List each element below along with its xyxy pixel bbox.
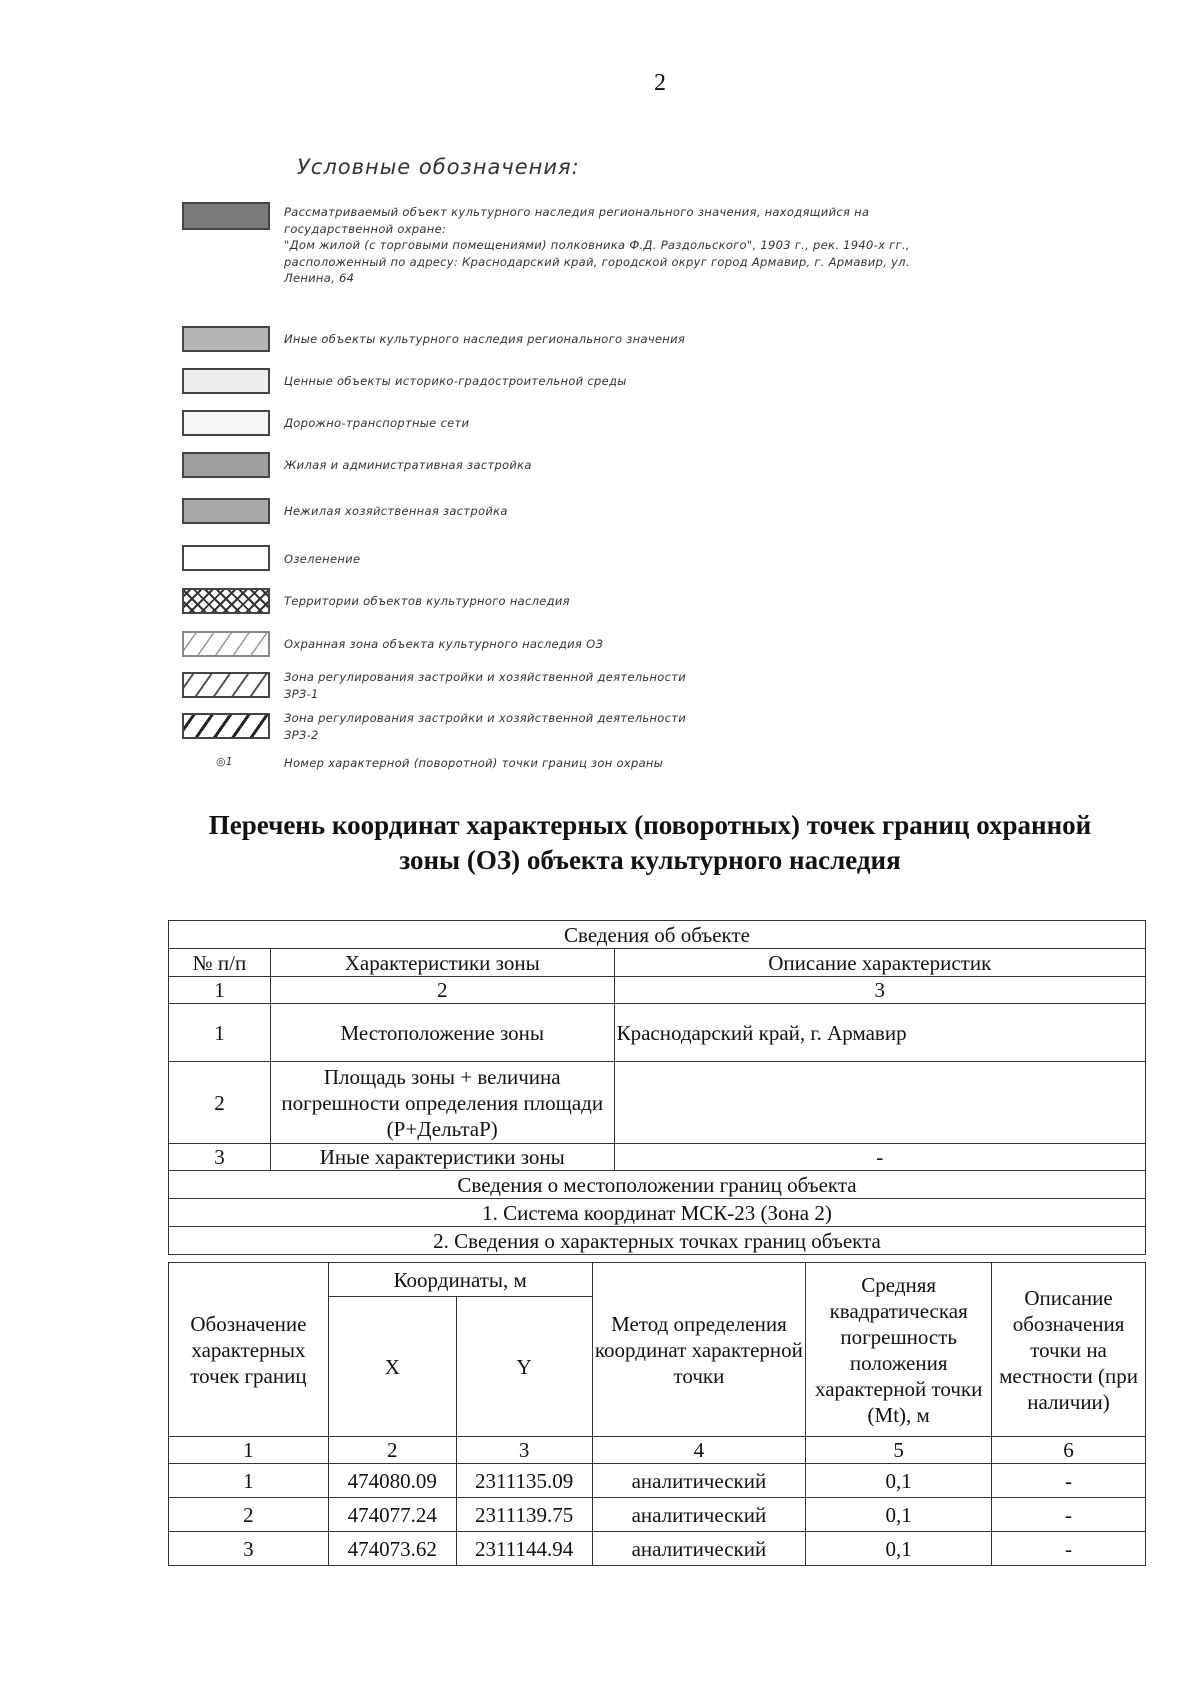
table-cell: 2: [169, 1498, 329, 1532]
heading-line-1: Перечень координат характерных (поворотных) точек границ охранной: [208, 810, 1092, 840]
column-number: 5: [806, 1437, 992, 1464]
table-row: [169, 1144, 1146, 1171]
point-number-icon: ◎1: [216, 755, 233, 768]
legend-text: Дорожно-транспортные сети: [284, 416, 470, 430]
table-row: [169, 1004, 1146, 1062]
column-header: Метод определения координат характерной точки: [592, 1263, 806, 1437]
table-cell: 2311144.94: [456, 1532, 592, 1566]
road-networks-swatch: [182, 410, 270, 436]
column-header: Характеристики зоны: [270, 949, 614, 977]
table-cell: 1: [169, 1004, 271, 1062]
legend-text: Зона регулирования застройки и хозяйственной деятельности ЗРЗ-1: [284, 670, 687, 701]
non-residential-swatch: [182, 498, 270, 524]
legend-text: Рассматриваемый объект культурного наследия регионального значения, находящийся на государственной охране: "Дом жилой (с торговыми помещениями) полковника Ф.Д. Раздольского", 1903 г., рек. 1940-х гг., расположенный по адресу: Краснодарский край, городской округ город Армавир, г. Армавир, ул. Ленина, 64: [284, 205, 910, 285]
column-number: 2: [270, 977, 614, 1004]
legend-title: Условные обозначения:: [297, 155, 580, 179]
table-cell: -: [614, 1144, 1145, 1171]
legend-text: Охранная зона объекта культурного наследия ОЗ: [284, 637, 604, 651]
table-cell: 0,1: [806, 1464, 992, 1498]
column-header: № п/п: [169, 949, 271, 977]
table-cell: -: [992, 1498, 1146, 1532]
table-cell: Местоположение зоны: [270, 1004, 614, 1062]
column-header: Средняя квадратическая погрешность положения характерной точки (Mt), м: [806, 1263, 992, 1437]
table-cell: 2: [169, 1062, 271, 1144]
points-table: [168, 1262, 1146, 1566]
object-of-heritage-swatch: [182, 202, 270, 230]
table-cell: аналитический: [592, 1464, 806, 1498]
zrz2-swatch: [182, 713, 270, 739]
table-cell: 474080.09: [328, 1464, 456, 1498]
column-number: 1: [169, 1437, 329, 1464]
column-number: 6: [992, 1437, 1146, 1464]
greenery-swatch: [182, 545, 270, 571]
object-info-table: [168, 920, 1146, 1255]
residential-swatch: [182, 452, 270, 478]
legend-text: Жилая и административная застройка: [284, 458, 532, 472]
heritage-territory-swatch: [182, 588, 270, 614]
legend-text: Нежилая хозяйственная застройка: [284, 504, 508, 518]
table-cell: Краснодарский край, г. Армавир: [614, 1004, 1145, 1062]
table-cell: 0,1: [806, 1498, 992, 1532]
page-heading: [150, 808, 1150, 878]
table-cell: 3: [169, 1144, 271, 1171]
column-number: 2: [328, 1437, 456, 1464]
table-cell: Площадь зоны + величина погрешности определения площади (Р+ДельтаР): [270, 1062, 614, 1144]
column-header: Координаты, м: [328, 1263, 592, 1297]
table-cell: -: [992, 1464, 1146, 1498]
table-row: [169, 1498, 1146, 1532]
table-cell: 474073.62: [328, 1532, 456, 1566]
table-row: [169, 1532, 1146, 1566]
table-cell: аналитический: [592, 1532, 806, 1566]
column-header: Описание обозначения точки на местности (при наличии): [992, 1263, 1146, 1437]
legend-text: Номер характерной (поворотной) точки границ зон охраны: [284, 756, 664, 770]
table-cell: 2311135.09: [456, 1464, 592, 1498]
legend-text: Зона регулирования застройки и хозяйственной деятельности ЗРЗ-2: [284, 711, 687, 742]
column-header: Обозначение характерных точек границ: [169, 1263, 329, 1437]
zrz1-swatch: [182, 672, 270, 698]
page-number: 2: [654, 70, 666, 96]
legend-text: Озеленение: [284, 552, 361, 566]
legend-text: Ценные объекты историко-градостроительной среды: [284, 374, 627, 388]
table-cell: 2311139.75: [456, 1498, 592, 1532]
column-number: 3: [456, 1437, 592, 1464]
table-cell: 1: [169, 1464, 329, 1498]
table-cell: [614, 1062, 1145, 1144]
column-header: Описание характеристик: [614, 949, 1145, 977]
table-cell: -: [992, 1532, 1146, 1566]
valuable-objects-swatch: [182, 368, 270, 394]
legend-text: Территории объектов культурного наследия: [284, 594, 570, 608]
other-heritage-swatch: [182, 326, 270, 352]
legend-text: Иные объекты культурного наследия регионального значения: [284, 332, 686, 346]
heading-line-2: зоны (ОЗ) объекта культурного наследия: [399, 845, 901, 875]
section-header: 1. Система координат МСК-23 (Зона 2): [169, 1199, 1146, 1227]
table-cell: аналитический: [592, 1498, 806, 1532]
column-number: 4: [592, 1437, 806, 1464]
table-cell: 474077.24: [328, 1498, 456, 1532]
table-header: Сведения об объекте: [169, 921, 1146, 949]
protection-zone-swatch: [182, 631, 270, 657]
table-cell: 3: [169, 1532, 329, 1566]
table-row: [169, 1464, 1146, 1498]
column-header: Y: [456, 1297, 592, 1437]
section-header: Сведения о местоположении границ объекта: [169, 1171, 1146, 1199]
section-header: 2. Сведения о характерных точках границ объекта: [169, 1227, 1146, 1255]
column-number: 1: [169, 977, 271, 1004]
column-number: 3: [614, 977, 1145, 1004]
table-cell: 0,1: [806, 1532, 992, 1566]
table-row: [169, 1062, 1146, 1144]
column-header: X: [328, 1297, 456, 1437]
table-cell: Иные характеристики зоны: [270, 1144, 614, 1171]
